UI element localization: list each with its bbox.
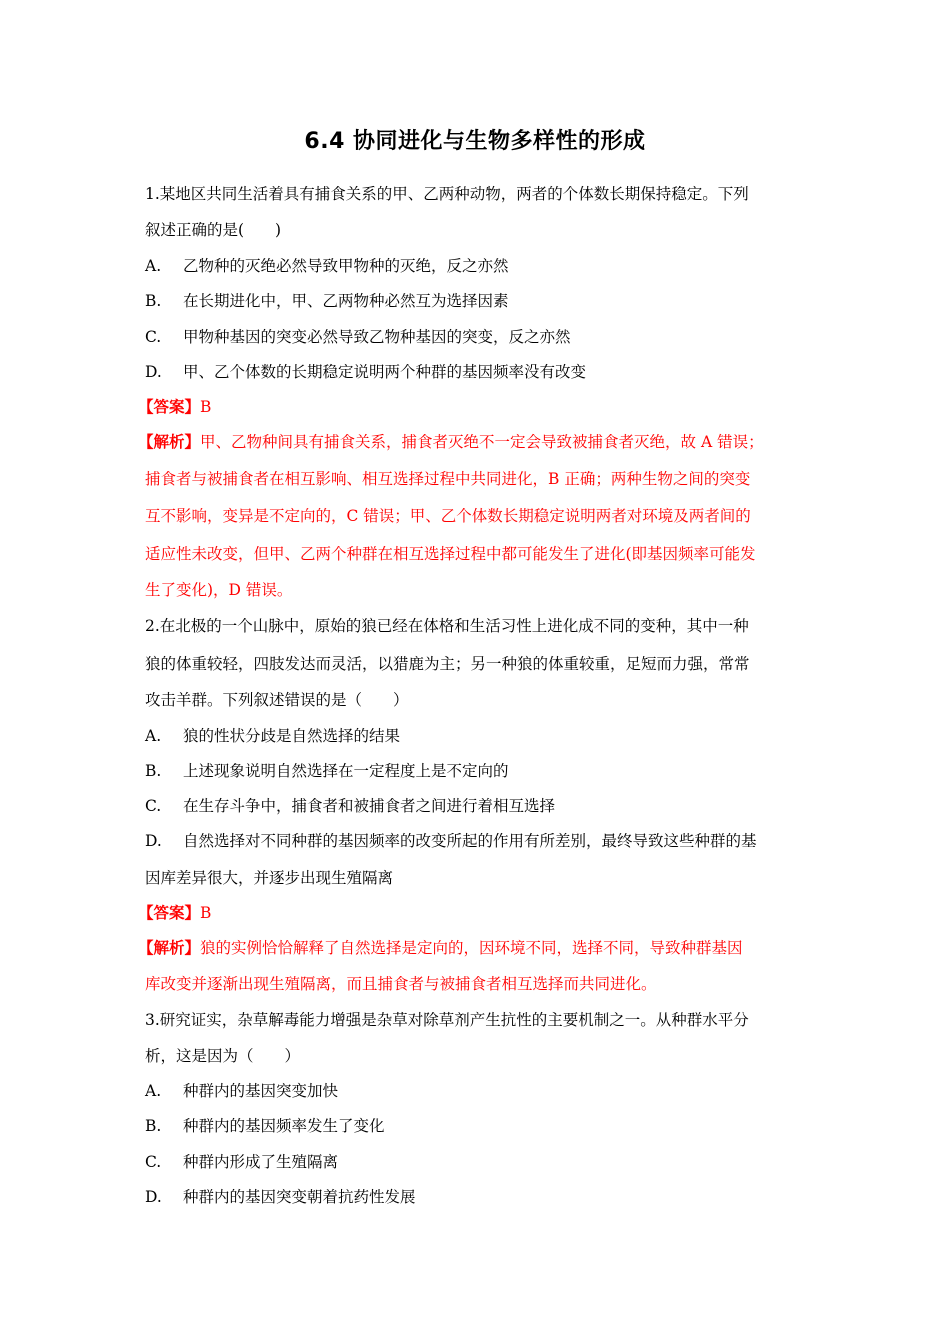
q1-option-a [145, 256, 815, 276]
q3-option-c [145, 1152, 815, 1172]
option-letter: A. [145, 727, 162, 745]
option-letter: C. [145, 1153, 162, 1171]
option-letter: A. [145, 257, 162, 275]
option-text: 在长期进化中，甲、乙两物种必然互为选择因素 [183, 292, 509, 310]
q1-analysis-line-1 [138, 432, 808, 452]
page-title: 6.4 协同进化与生物多样性的形成 [304, 129, 646, 154]
option-text: 种群内形成了生殖隔离 [183, 1153, 339, 1171]
option-letter: D. [145, 1188, 162, 1206]
option-text: 乙物种的灭绝必然导致甲物种的灭绝，反之亦然 [183, 257, 509, 275]
option-text: 甲物种基因的突变必然导致乙物种基因的突变，反之亦然 [183, 328, 571, 346]
q1-option-d [145, 362, 815, 382]
option-text: 在生存斗争中，捕食者和被捕食者之间进行着相互选择 [183, 797, 556, 815]
q2-analysis-line-2: 库改变并逐渐出现生殖隔离，而且捕食者与被捕食者相互选择而共同进化。 [145, 975, 657, 993]
q2-stem-line-3: 攻击羊群。下列叙述错误的是（ ） [145, 691, 409, 709]
option-text: 种群内的基因频率发生了变化 [183, 1117, 385, 1135]
q1-option-c [145, 327, 815, 347]
q2-option-d [145, 831, 815, 851]
q2-stem-line-2: 狼的体重较轻，四肢发达而灵活，以猎鹿为主；另一种狼的体重较重，足短而力强，常常 [145, 655, 750, 673]
answer-value: B [200, 398, 212, 416]
answer-label: 【答案】 [138, 397, 201, 416]
q2-option-a [145, 726, 815, 746]
q2-stem-line-1: 2.在北极的一个山脉中，原始的狼已经在体格和生活习性上进化成不同的变种，其中一种 [145, 617, 749, 635]
q2-answer [138, 903, 808, 923]
option-text: 狼的性状分歧是自然选择的结果 [183, 727, 401, 745]
option-text: 甲、乙个体数的长期稳定说明两个种群的基因频率没有改变 [183, 363, 587, 381]
option-letter: A. [145, 1082, 162, 1100]
answer-value: B [200, 904, 212, 922]
q1-stem-line-1: 1.某地区共同生活着具有捕食关系的甲、乙两种动物，两者的个体数长期保持稳定。下列 [145, 185, 749, 203]
option-text: 自然选择对不同种群的基因频率的改变所起的作用有所差别，最终导致这些种群的基 [183, 832, 757, 850]
option-letter: B. [145, 1117, 162, 1135]
q2-option-c [145, 796, 815, 816]
q1-option-b [145, 291, 815, 311]
option-letter: C. [145, 797, 162, 815]
analysis-label: 【解析】 [138, 432, 201, 451]
q3-option-b [145, 1116, 815, 1136]
analysis-text: 甲、乙物种间具有捕食关系，捕食者灭绝不一定会导致被捕食者灭绝，故 A 错误； [200, 433, 764, 451]
q3-stem-line-2: 析，这是因为（ ） [145, 1047, 301, 1065]
q1-analysis-line-4: 适应性未改变，但甲、乙两个种群在相互选择过程中都可能发生了进化(即基因频率可能发 [145, 545, 756, 563]
q2-analysis-line-1 [138, 938, 808, 958]
option-letter: C. [145, 328, 162, 346]
q3-stem-line-1: 3.研究证实，杂草解毒能力增强是杂草对除草剂产生抗性的主要机制之一。从种群水平分 [145, 1011, 749, 1029]
q3-option-a [145, 1081, 815, 1101]
option-letter: B. [145, 292, 162, 310]
option-letter: D. [145, 363, 162, 381]
option-text: 上述现象说明自然选择在一定程度上是不定向的 [183, 762, 509, 780]
q1-stem-line-2: 叙述正确的是( ) [145, 221, 282, 239]
option-text: 种群内的基因突变朝着抗药性发展 [183, 1188, 416, 1206]
q1-analysis-line-5: 生了变化)，D 错误。 [145, 581, 293, 599]
answer-label: 【答案】 [138, 903, 201, 922]
q1-analysis-line-2: 捕食者与被捕食者在相互影响、相互选择过程中共同进化，B 正确；两种生物之间的突变 [145, 470, 751, 488]
q1-analysis-line-3: 互不影响，变异是不定向的，C 错误；甲、乙个体数长期稳定说明两者对环境及两者间的 [145, 507, 751, 525]
q1-answer [138, 397, 808, 417]
q2-option-d-continuation: 因库差异很大，并逐步出现生殖隔离 [145, 869, 394, 887]
q3-option-d [145, 1187, 815, 1207]
option-letter: D. [145, 832, 162, 850]
option-text: 种群内的基因突变加快 [183, 1082, 339, 1100]
q2-option-b [145, 761, 815, 781]
analysis-label: 【解析】 [138, 938, 201, 957]
analysis-text: 狼的实例恰恰解释了自然选择是定向的，因环境不同，选择不同，导致种群基因 [200, 939, 743, 957]
option-letter: B. [145, 762, 162, 780]
